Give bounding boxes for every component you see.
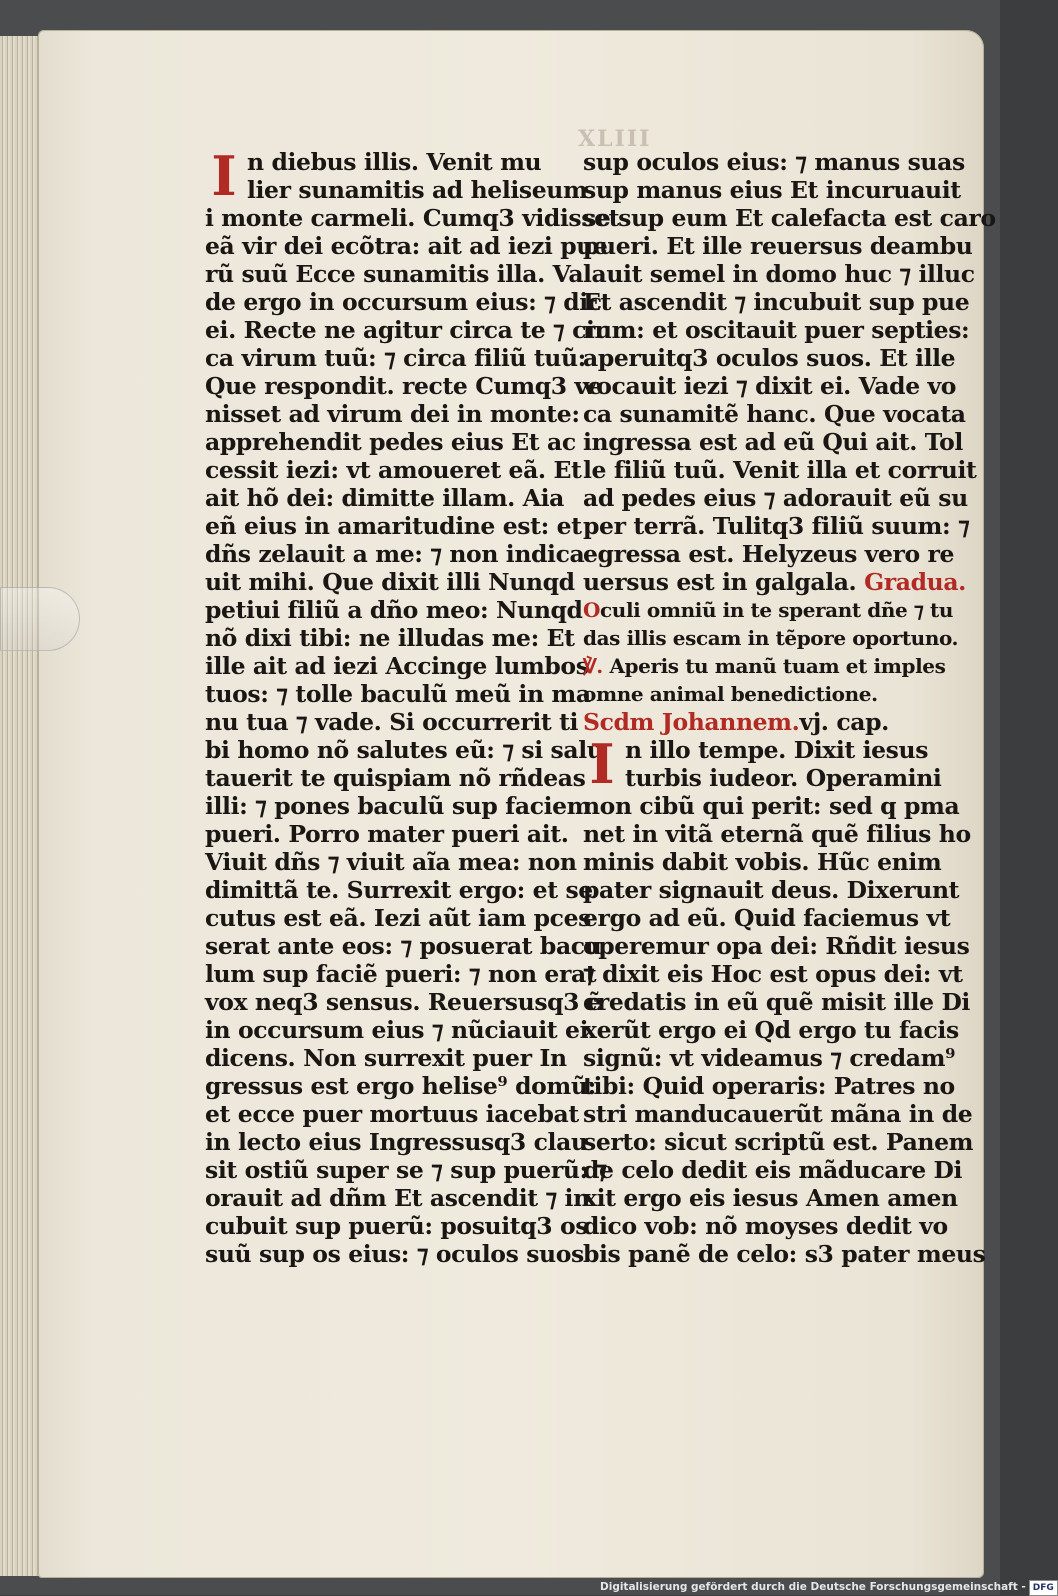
text-line: net in vitã eternã quẽ filius ho	[583, 820, 971, 848]
text-line: pater signauit deus. Dixerunt	[583, 876, 960, 904]
text-line: pueri. Porro mater pueri ait.	[205, 820, 569, 848]
text-line: turbis iudeor. Operamini	[625, 764, 942, 792]
text-line: per terrã. Tulitq3 filiũ suum: ⁊	[583, 512, 970, 540]
text-line: n illo tempe. Dixit iesus	[625, 736, 929, 764]
gospel-chapter: vj. cap.	[799, 708, 889, 736]
text-line: vocauit iezi ⁊ dixit ei. Vade vo	[583, 372, 957, 400]
text-line: apprehendit pedes eius Et ac	[205, 428, 576, 456]
text-line: xerũt ergo ei Qd ergo tu facis	[583, 1016, 959, 1044]
book-page-edges	[0, 36, 41, 1576]
text-line: i monte carmeli. Cumq3 vidisset	[205, 204, 620, 232]
verse-line	[583, 652, 946, 680]
text-line: tuos: ⁊ tolle baculũ meũ in ma	[205, 680, 591, 708]
text-line: bi homo nõ salutes eũ: ⁊ si salu	[205, 736, 604, 764]
text-line: dico vob: nõ moyses dedit vo	[583, 1212, 948, 1240]
text-line: ad pedes eius ⁊ adorauit eũ su	[583, 484, 968, 512]
text-line: cubuit sup puerũ: posuitq3 os	[205, 1212, 589, 1240]
verse-mark: ℣.	[583, 654, 603, 678]
text-line: se sup eum Et calefacta est caro	[583, 204, 996, 232]
text-line: n diebus illis. Venit mu	[247, 148, 542, 176]
text-line: cutus est eã. Iezi aũt iam pces	[205, 904, 591, 932]
text-line: aperuitq3 oculos suos. Et ille	[583, 344, 956, 372]
text-line-with-rubric	[583, 568, 966, 596]
text-line: sup oculos eius: ⁊ manus suas	[583, 148, 965, 176]
text-line: stri manducauerũt mãna in de	[583, 1100, 973, 1128]
line-text: uersus est in galgala.	[583, 568, 857, 596]
text-line: orauit ad dñm Et ascendit ⁊ in	[205, 1184, 590, 1212]
text-line: in occursum eius ⁊ nũciauit ei	[205, 1016, 589, 1044]
gospel-heading	[583, 708, 933, 736]
text-line: cessit iezi: vt amoueret eã. Et	[205, 456, 582, 484]
text-line: egressa est. Helyzeus vero re	[583, 540, 955, 568]
text-line: eã vir dei ecõtra: ait ad iezi pue	[205, 232, 608, 260]
verse-text: Aperis tu manũ tuam et imples	[609, 654, 946, 678]
gospel-rubric: Scdm Johannem.	[583, 708, 800, 736]
text-line: ergo ad eũ. Quid faciemus vt	[583, 904, 951, 932]
text-line: dicens. Non surrexit puer In	[205, 1044, 567, 1072]
gradual-line	[583, 596, 953, 624]
folio-number: XLIII	[578, 126, 652, 152]
text-line: nisset ad virum dei in monte:	[205, 400, 580, 428]
text-line: sup manus eius Et incuruauit	[583, 176, 961, 204]
text-line: Que respondit. recte Cumq3 ve	[205, 372, 603, 400]
gospel-initial-letter: I	[589, 732, 615, 796]
text-line: lier sunamitis ad heliseum	[247, 176, 588, 204]
text-line: ei. Recte ne agitur circa te ⁊ cir	[205, 316, 607, 344]
text-line: credatis in eũ quẽ misit ille Di	[583, 988, 970, 1016]
text-line: de ergo in occursum eius: ⁊ dic	[205, 288, 602, 316]
text-line: serto: sicut scriptũ est. Panem	[583, 1128, 974, 1156]
text-line: ca virum tuũ: ⁊ circa filiũ tuũ:	[205, 344, 586, 372]
text-line: rũ suũ Ecce sunamitis illa. Va	[205, 260, 584, 288]
left-column	[205, 144, 620, 1268]
text-line: sit ostiũ super se ⁊ sup puerũ: ⁊	[205, 1156, 607, 1184]
text-line: eñ eius in amaritudine est: et	[205, 512, 582, 540]
text-line: signũ: vt videamus ⁊ credam⁹	[583, 1044, 955, 1072]
text-line: pueri. Et ille reuersus deambu	[583, 232, 973, 260]
text-line: ille ait ad iezi Accinge lumbos	[205, 652, 589, 680]
text-line: petiui filiũ a dño meo: Nunqd	[205, 596, 583, 624]
rubric-gradual: Gradua.	[864, 568, 966, 596]
text-line: lum sup faciẽ pueri: ⁊ non erat	[205, 960, 597, 988]
text-line: dimittã te. Surrexit ergo: et se	[205, 876, 593, 904]
text-line: ait hõ dei: dimitte illam. Aia	[205, 484, 564, 512]
text-line: uit mihi. Que dixit illi Nunqd	[205, 568, 575, 596]
gradual-line: das illis escam in tẽpore oportuno.	[583, 626, 959, 650]
text-line: rum: et oscitauit puer septies:	[583, 316, 970, 344]
text-line: nõ dixi tibi: ne illudas me: Et	[205, 624, 575, 652]
text-line: et ecce puer mortuus iacebat	[205, 1100, 579, 1128]
text-line: serat ante eos: ⁊ posuerat bacu	[205, 932, 602, 960]
initial-letter: I	[211, 144, 237, 208]
text-line: ingressa est ad eũ Qui ait. Tol	[583, 428, 963, 456]
text-line: Et ascendit ⁊ incubuit sup pue	[583, 288, 970, 316]
text-line: ⁊ dixit eis Hoc est opus dei: vt	[583, 960, 963, 988]
text-line: lauit semel in domo huc ⁊ illuc	[583, 260, 975, 288]
text-line: Viuit dñs ⁊ viuit aĩa mea: non	[205, 848, 577, 876]
text-line: dñs zelauit a me: ⁊ non indica	[205, 540, 585, 568]
text-line: vox neq3 sensus. Reuersusq3 ẽ	[205, 988, 602, 1016]
text-line: non cibũ qui perit: sed q pma	[583, 792, 960, 820]
text-line: tauerit te quispiam nõ rñdeas	[205, 764, 586, 792]
gradual-initial: O	[583, 598, 601, 622]
text-line: tibi: Quid operaris: Patres no	[583, 1072, 955, 1100]
text-line: gressus est ergo helise⁹ domũ:	[205, 1072, 596, 1100]
dfg-logo: DFG	[1029, 1580, 1058, 1596]
text-line: minis dabit vobis. Hũc enim	[583, 848, 942, 876]
text-line: suũ sup os eius: ⁊ oculos suos	[205, 1240, 584, 1268]
text-line: operemur opa dei: Rñdit iesus	[583, 932, 970, 960]
footer-credit	[600, 1580, 1058, 1594]
right-column	[583, 148, 996, 1268]
text-line: in lecto eius Ingressusq3 clau	[205, 1128, 588, 1156]
text-line: xit ergo eis iesus Amen amen	[583, 1184, 958, 1212]
text-line: nu tua ⁊ vade. Si occurrerit ti	[205, 708, 579, 736]
gradual-text: culi omniũ in te sperant dñe ⁊ tu	[600, 598, 953, 622]
text-line: le filiũ tuũ. Venit illa et corruit	[583, 456, 977, 484]
footer-text: Digitalisierung gefördert durch die Deutsche Forschungsgemeinschaft -	[600, 1581, 1026, 1593]
text-line: illi: ⁊ pones baculũ sup faciem	[205, 792, 592, 820]
text-line: ca sunamitẽ hanc. Que vocata	[583, 400, 966, 428]
verse-line: omne animal benedictione.	[583, 682, 878, 706]
text-line: bis panẽ de celo: s3 pater meus	[583, 1240, 986, 1268]
text-line: de celo dedit eis mãducare Di	[583, 1156, 963, 1184]
page-clip	[0, 587, 80, 651]
